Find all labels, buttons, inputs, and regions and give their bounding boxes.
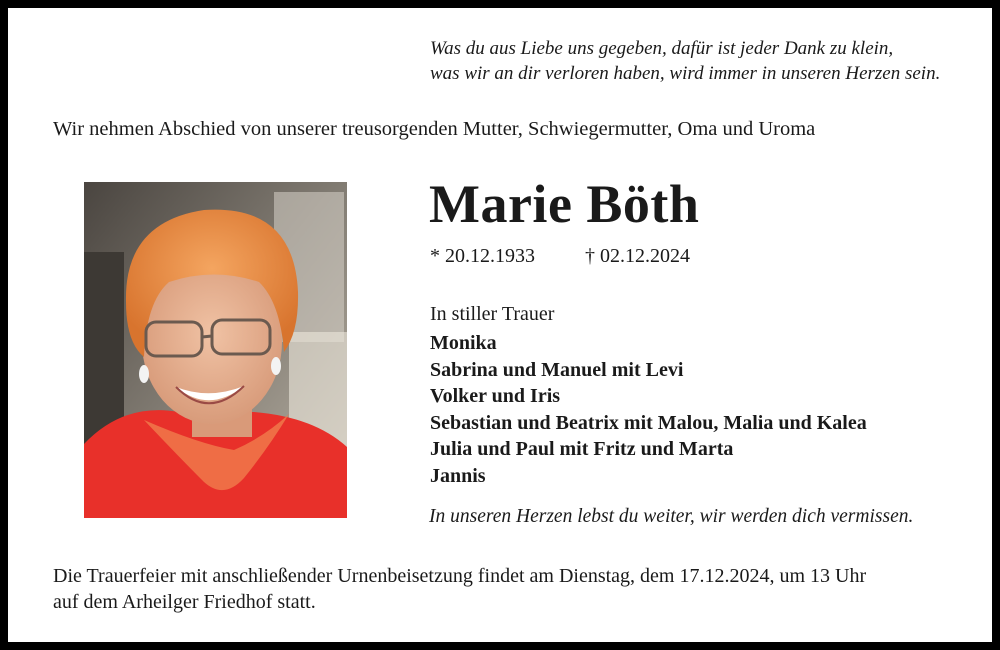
obituary-card <box>8 8 992 642</box>
mourning-label: In stiller Trauer <box>430 303 555 325</box>
mourners-list <box>430 330 867 489</box>
ceremony-notice <box>53 563 983 615</box>
memorial-quote <box>430 36 970 86</box>
life-dates <box>430 243 690 269</box>
deceased-name: Marie Böth <box>429 174 700 234</box>
ceremony-line-2: auf dem Arheilger Friedhof statt. <box>53 591 316 613</box>
farewell-intro: Wir nehmen Abschied von unserer treusorgenden Mutter, Schwiegermutter, Oma und Uroma <box>53 118 816 140</box>
mourner-entry: Sebastian und Beatrix mit Malou, Malia und Kalea <box>430 411 867 434</box>
portrait-photo <box>84 182 347 518</box>
closing-line: In unseren Herzen lebst du weiter, wir werden dich vermissen. <box>429 506 914 527</box>
mourner-entry: Volker und Iris <box>430 385 561 407</box>
quote-line-1: Was du aus Liebe uns gegeben, dafür ist jeder Dank zu klein, <box>430 38 894 59</box>
mourner-entry: Jannis <box>430 464 486 487</box>
mourner-entry: Julia und Paul mit Fritz und Marta <box>430 438 734 460</box>
mourner-entry: Sabrina und Manuel mit Levi <box>430 358 684 381</box>
ceremony-line-1: Die Trauerfeier mit anschließender Urnenbeisetzung findet am Dienstag, dem 17.12.2024, um 13 Uhr <box>53 565 867 587</box>
birth-date: * 20.12.1933 <box>430 245 535 267</box>
mourner-entry: Monika <box>430 332 497 354</box>
death-date: † 02.12.2024 <box>585 245 690 267</box>
quote-line-2: was wir an dir verloren haben, wird immer in unseren Herzen sein. <box>430 63 941 84</box>
